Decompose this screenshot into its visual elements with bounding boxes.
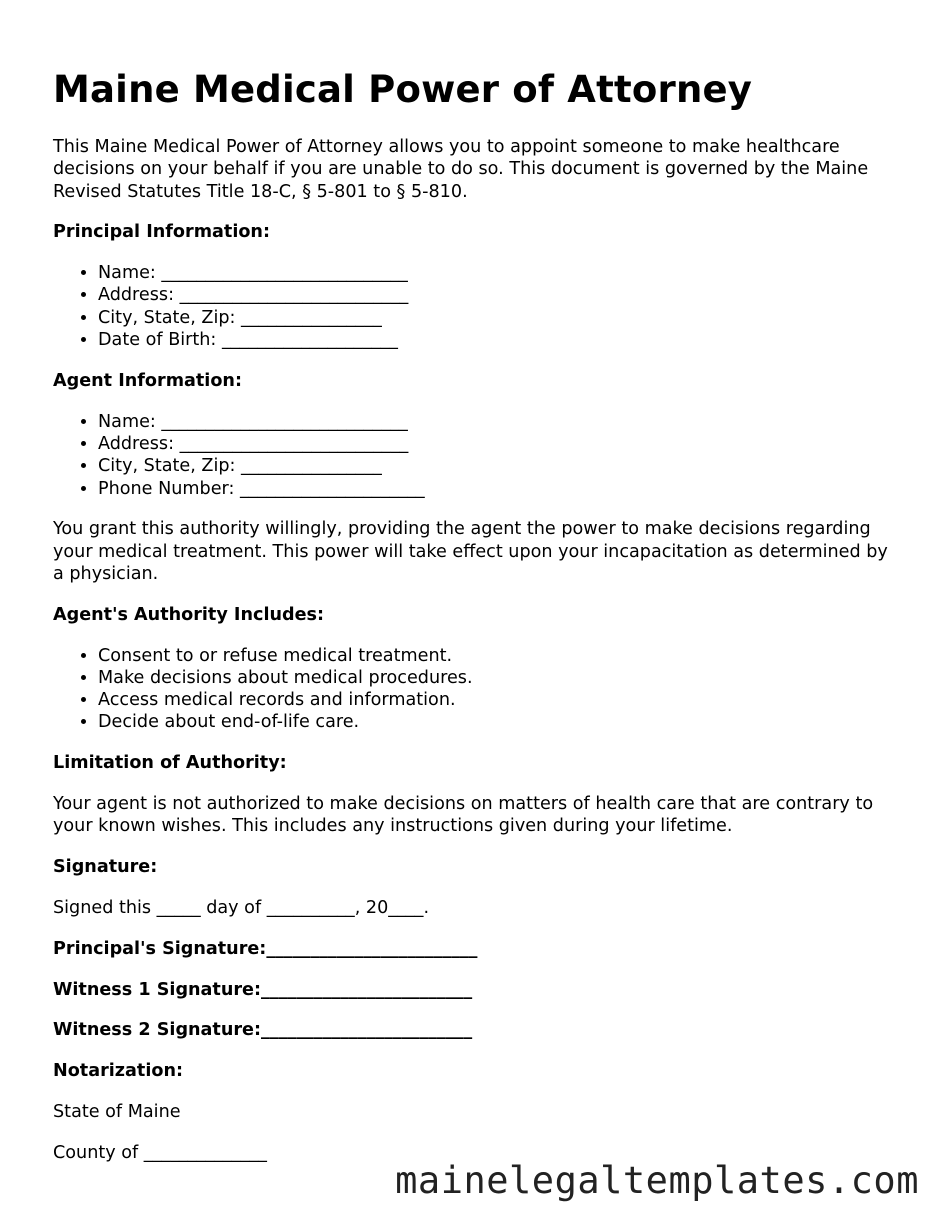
- agent-name-field: • Name: ____________________________: [98, 411, 903, 433]
- list-item: • Access medical records and information.: [98, 689, 903, 711]
- principal-name-field: • Name: ____________________________: [98, 262, 903, 284]
- principal-address-field: • Address: __________________________: [98, 284, 903, 306]
- page-title: Maine Medical Power of Attorney: [53, 68, 753, 111]
- authority-heading: Agent's Authority Includes:: [53, 604, 325, 625]
- limitation-paragraph: Your agent is not authorized to make decisions on matters of health care that are contrary to your known wishes. This includes any instructions given during your lifetime.: [53, 794, 874, 837]
- witness-1-signature-line: Witness 1 Signature:________________________: [53, 979, 473, 1000]
- notary-state: State of Maine: [53, 1101, 181, 1122]
- limitation-heading: Limitation of Authority:: [53, 753, 287, 774]
- watermark: mainelegaltemplates.com: [395, 1159, 919, 1202]
- intro-paragraph: This Maine Medical Power of Attorney allows you to appoint someone to make healthcare decisions on your behalf if you are unable to do so. This document is governed by the Maine Revised Statutes Title 18-C, § 5-801 to § 5-810.: [53, 137, 869, 202]
- witness-2-signature-line: Witness 2 Signature:________________________: [53, 1020, 473, 1041]
- signature-heading: Signature:: [53, 857, 158, 878]
- grant-paragraph: You grant this authority willingly, providing the agent the power to make decisions regarding your medical treatment. This power will take effect upon your incapacitation as determined by a physician.: [53, 519, 888, 584]
- agent-city-field: • City, State, Zip: ________________: [98, 455, 903, 477]
- document-page: [53, 66, 903, 1164]
- list-item: • Decide about end-of-life care.: [98, 711, 903, 733]
- list-item: • Consent to or refuse medical treatment.: [98, 645, 903, 667]
- principal-heading: Principal Information:: [53, 222, 270, 243]
- notary-county: County of ______________: [53, 1142, 267, 1163]
- principal-signature-line: Principal's Signature:________________________: [53, 938, 478, 959]
- signed-date-line: Signed this _____ day of __________, 20____.: [53, 897, 430, 918]
- principal-list: [53, 262, 903, 351]
- agent-phone-field: • Phone Number: _____________________: [98, 478, 903, 500]
- authority-list: [53, 645, 903, 734]
- list-item: • Make decisions about medical procedures.: [98, 667, 903, 689]
- agent-heading: Agent Information:: [53, 370, 242, 391]
- principal-dob-field: • Date of Birth: ____________________: [98, 329, 903, 351]
- notarization-heading: Notarization:: [53, 1061, 184, 1082]
- agent-list: [53, 411, 903, 500]
- agent-address-field: • Address: __________________________: [98, 433, 903, 455]
- principal-city-field: • City, State, Zip: ________________: [98, 307, 903, 329]
